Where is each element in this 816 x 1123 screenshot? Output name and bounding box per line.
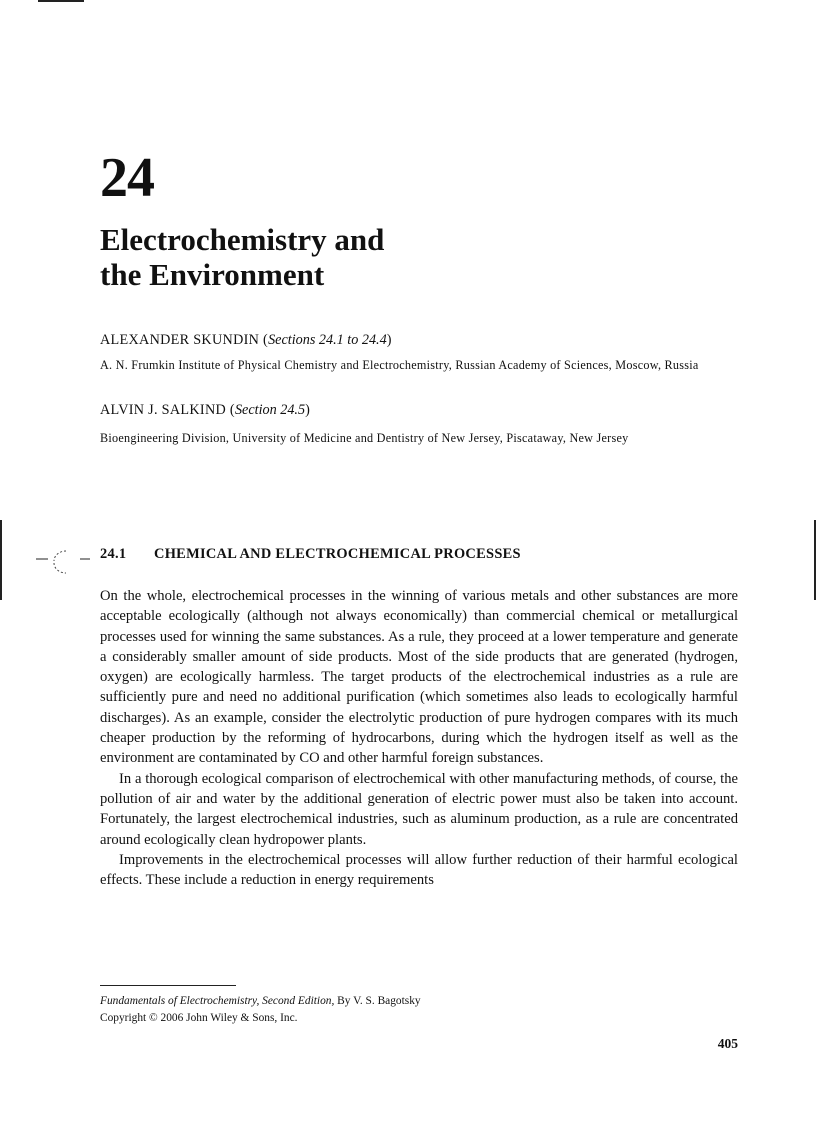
section-heading bbox=[100, 546, 740, 563]
author-name: ALVIN J. SALKIND bbox=[100, 402, 227, 418]
author-name: ALEXANDER SKUNDIN bbox=[100, 332, 260, 348]
author-skundin: ALEXANDER SKUNDIN (Sections 24.1 to 24.4) bbox=[100, 332, 392, 348]
section-title: CHEMICAL AND ELECTROCHEMICAL PROCESSES bbox=[154, 546, 521, 562]
chapter-title bbox=[100, 222, 700, 292]
left-edge-mark bbox=[0, 520, 2, 600]
copyright-line: Copyright © 2006 John Wiley & Sons, Inc. bbox=[100, 1012, 298, 1024]
author-sections: Section 24.5 bbox=[234, 402, 306, 418]
book-title: Fundamentals of Electrochemistry, Second Edition, bbox=[100, 995, 335, 1007]
author-affiliation: Bioengineering Division, University of Medicine and Dentistry of New Jersey, Piscataway, New Jersey bbox=[100, 431, 629, 445]
paragraph: On the whole, electrochemical processes in the winning of various metals and other substances are more acceptable ecologically (although not always economically) than commercial chemical or metallurgical processes used for winning the same substances. As a rule, they proceed at a lower temperature and generate a considerably smaller amount of side products. Most of the side products that are generated (hydrogen, oxygen) are ecologically harmless. The target products of the electrochemical industries as a rule are sufficiently pure and need no additional purification (which sometimes also leads to ecologically harmful discharges). As an example, consider the electrolytic production of pure hydrogen compares with its much cheaper production by the reforming of hydrocarbons, during which the hydrogen itself as well as the environment are contaminated by CO and other harmful foreign substances. bbox=[100, 588, 738, 767]
chapter-number: 24 bbox=[100, 147, 154, 209]
page-number: 405 bbox=[717, 1036, 738, 1051]
author-affiliation: A. N. Frumkin Institute of Physical Chemistry and Electrochemistry, Russian Academy of Sciences, Moscow, Russia bbox=[100, 358, 699, 372]
paragraph: In a thorough ecological comparison of electrochemical with other manufacturing methods, of course, the pollution of air and water by the additional generation of electric power must also be taken into account. Fortunately, the largest electrochemical industries, such as aluminum production, as a rule are concentrated around ecologically clean hydropower plants. bbox=[100, 770, 738, 848]
author-sections: Sections 24.1 to 24.4 bbox=[268, 332, 387, 348]
footnote bbox=[100, 993, 421, 1027]
paragraph: Improvements in the electrochemical processes will allow further reduction of their harmful ecological effects. These include a reduction in energy requirements bbox=[100, 851, 738, 889]
chapter-title-line-2: the Environment bbox=[100, 257, 325, 292]
chapter-title-line-1: Electrochemistry and bbox=[100, 222, 385, 257]
author-salkind: ALVIN J. SALKIND (Section 24.5) bbox=[100, 402, 311, 418]
footnote-rule bbox=[100, 985, 236, 986]
body-text bbox=[100, 586, 738, 890]
top-rule bbox=[38, 0, 84, 2]
crop-mark-icon bbox=[36, 549, 92, 579]
footnote-citation bbox=[100, 993, 421, 1010]
book-author: By V. S. Bagotsky bbox=[337, 995, 421, 1007]
section-number: 24.1 bbox=[100, 546, 127, 562]
